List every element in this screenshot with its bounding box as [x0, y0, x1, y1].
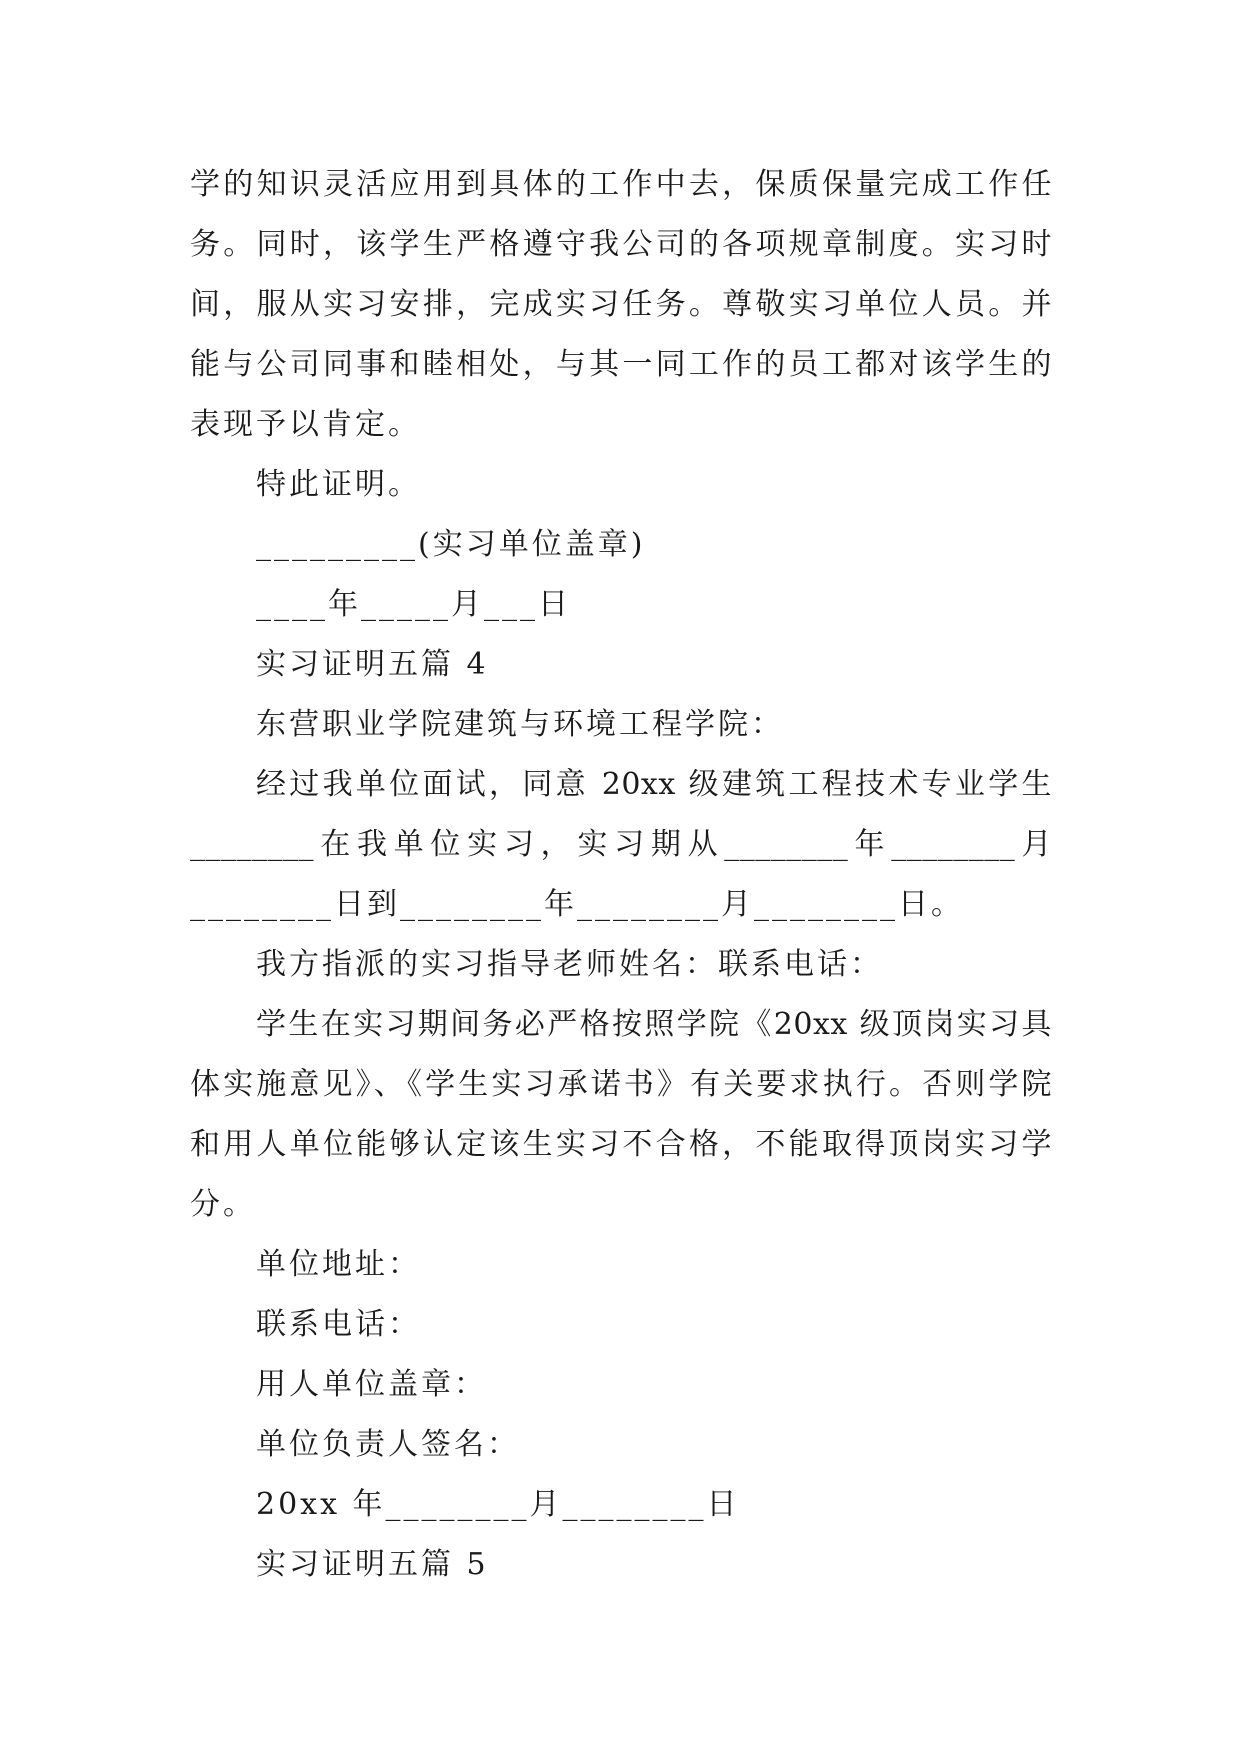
paragraph-line: 我方指派的实习指导老师姓名：联系电话： — [256, 947, 883, 982]
addressee: 东营职业学院建筑与环境工程学院： — [256, 707, 784, 742]
paragraph-line: 务。同时，该学生严格遵守我公司的各项规章制度。实习时 — [190, 227, 1052, 262]
paragraph-line: ________日到________年________月________日。 — [190, 887, 964, 922]
document-page — [190, 155, 1052, 1595]
contact-phone-field: 联系电话： — [256, 1307, 421, 1342]
section-heading: 实习证明五篇 4 — [256, 647, 489, 682]
paragraph-line: 分。 — [190, 1187, 256, 1222]
paragraph-line: 间，服从实习安排，完成实习任务。尊敬实习单位人员。并 — [190, 287, 1052, 322]
certification-statement: 特此证明。 — [256, 467, 421, 502]
unit-address-field: 单位地址： — [256, 1247, 421, 1282]
paragraph-line: 经过我单位面试，同意 20xx 级建筑工程技术专业学生 — [256, 767, 1052, 802]
paragraph-line: 体实施意见》、《学生实习承诺书》有关要求执行。否则学院 — [190, 1067, 1052, 1102]
seal-line: _________(实习单位盖章) — [256, 527, 646, 562]
section-heading: 实习证明五篇 5 — [256, 1547, 489, 1582]
signature-field: 单位负责人签名： — [256, 1427, 520, 1462]
date-line: ____年_____月___日 — [256, 587, 571, 622]
date-line: 20xx 年________月________日 — [256, 1487, 740, 1522]
paragraph-line: 能与公司同事和睦相处，与其一同工作的员工都对该学生的 — [190, 347, 1052, 382]
paragraph-line: 表现予以肯定。 — [190, 407, 421, 442]
employer-seal-field: 用人单位盖章： — [256, 1367, 487, 1402]
paragraph-line: ________在我单位实习，实习期从________年________月 — [190, 827, 1052, 862]
paragraph-line: 学生在实习期间务必严格按照学院《20xx 级顶岗实习具 — [256, 1007, 1052, 1042]
paragraph-line: 学的知识灵活应用到具体的工作中去，保质保量完成工作任 — [190, 167, 1052, 202]
paragraph-line: 和用人单位能够认定该生实习不合格，不能取得顶岗实习学 — [190, 1127, 1052, 1162]
